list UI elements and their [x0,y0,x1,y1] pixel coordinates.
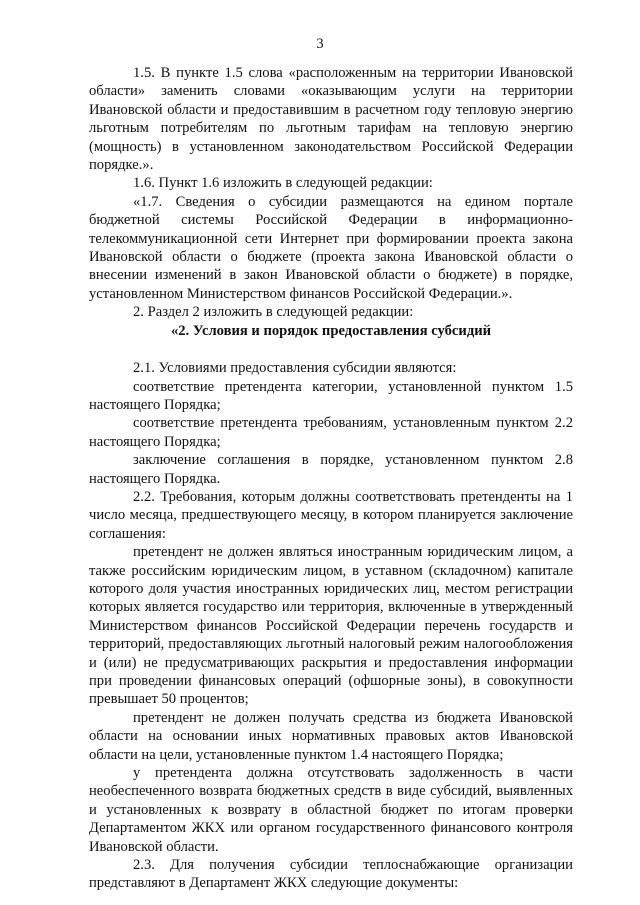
paragraph-2-1: 2.1. Условиями предоставления субсидии являются: [133,360,457,377]
list-item: претендент не должен являться иностранным юридическим лицом, а также российским юридическим лицом, в уставном (складочном) капитале которого доля участия иностранных юридических лиц, местом регистрации которых является государство или территория, включенные в утвержденный Министерством финансов Российской Федерации перечень государств и территорий, предоставляющих льготный налоговый режим налогообложения и (или) не предусматривающих раскрытия и предоставления информации при проведении финансовых операций (офшорные зоны), в совокупности превышает 50 процентов; [89,544,573,708]
paragraph-1-6: 1.6. Пункт 1.6 изложить в следующей редакции: [133,175,433,192]
paragraph-1-5: 1.5. В пункте 1.5 слова «расположенным на территории Ивановской области» заменить словами «оказывающим услуги на территории Ивановской области и предоставившим в расчетном году тепловую энергию льготным потребителям по льготным тарифам на тепловую энергию (мощность) в установленном законодательством Российской Федерации порядке.». [89,65,573,174]
spacer [89,340,573,359]
list-item: у претендента должна отсутствовать задолженность в части необеспеченного возврата бюджетных средств в виде субсидий, выявленных и установленных к возврату в областной бюджет по итогам проверки Департаментом ЖКХ или органом государственного финансового контроля Ивановской области. [89,765,573,855]
list-item: заключение соглашения в порядке, установленном пунктом 2.8 настоящего Порядка. [89,452,573,487]
list-item: претендент не должен получать средства из бюджета Ивановской области на основании иных нормативных правовых актов Ивановской области на цели, установленные пунктом 1.4 настоящего Порядка; [89,709,573,763]
document-body [89,64,573,893]
list-item: соответствие претендента категории, установленной пунктом 1.5 настоящего Порядка; [89,378,573,413]
paragraph-2-2: 2.2. Требования, которым должны соответствовать претенденты на 1 число месяца, предшествующего месяцу, в котором планируется заключение соглашения: [89,488,573,542]
paragraph-1-7-quote: «1.7. Сведения о субсидии размещаются на едином портале бюджетной системы Российской Федерации в информационно-телекоммуникационной сети Интернет при формировании проекта закона Ивановской области о бюджете (проекта закона Ивановской области о внесении изменений в закон Ивановской области о бюджете) в порядке, установленном Министерством финансов Российской Федерации.». [89,193,573,302]
page-number: 3 [316,36,324,52]
section-heading: «2. Условия и порядок предоставления субсидий [170,322,492,339]
paragraph-2-3: 2.3. Для получения субсидии теплоснабжающие организации представляют в Департамент ЖКХ следующие документы: [89,857,573,892]
list-item: соответствие претендента требованиям, установленным пунктом 2.2 настоящего Порядка; [89,415,573,450]
paragraph-2: 2. Раздел 2 изложить в следующей редакции: [133,304,414,321]
